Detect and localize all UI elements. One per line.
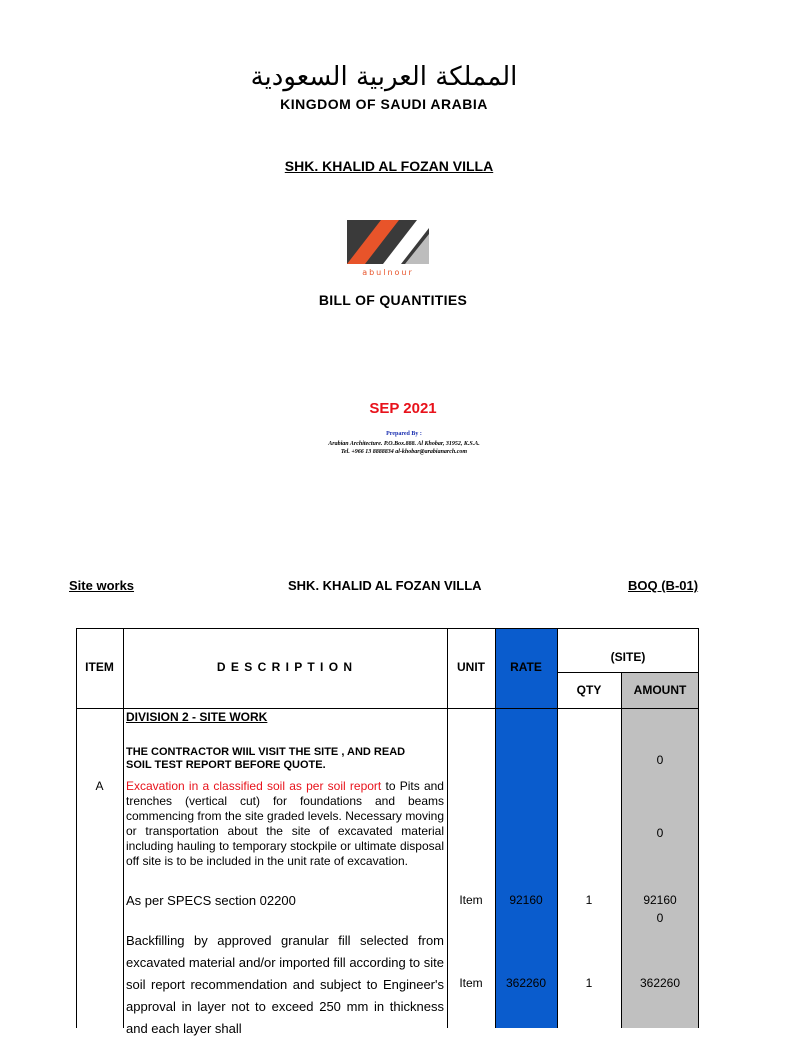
excavation-body: to Pits and trenches (vertical cut) for foundations and beams commencing from the site graded levels. Necessary moving or transportation about the site of excavated material including hauling to temporary stockpile or ultimate disposal off site is to be included in the unit rate of excavation. — [126, 779, 444, 868]
row2-amount: 362260 — [639, 976, 681, 990]
row1-rate: 92160 — [509, 893, 543, 907]
col-site: (SITE) — [610, 650, 646, 664]
amount-zero-1: 0 — [656, 753, 664, 767]
document-title: BILL OF QUANTITIES — [318, 292, 468, 308]
col-description: D E S C R I P T I O N — [216, 660, 354, 674]
col-rate: RATE — [510, 660, 542, 674]
division-title: DIVISION 2 - SITE WORK — [126, 710, 268, 724]
prepared-address: Arabian Architecture. P.O.Box.888. Al Khobar, 31952, K.S.A. — [328, 441, 480, 447]
arabic-title: المملكة العربية السعودية — [250, 62, 518, 92]
kingdom-title: KINGDOM OF SAUDI ARABIA — [280, 96, 488, 112]
contractor-note-2: SOIL TEST REPORT BEFORE QUOTE. — [126, 759, 326, 771]
col-qty: QTY — [576, 683, 602, 697]
project-title: SHK. KHALID AL FOZAN VILLA — [284, 158, 494, 174]
boq-reference: BOQ (B-01) — [628, 578, 699, 593]
row2-unit: Item — [459, 976, 483, 990]
amount-zero-2: 0 — [656, 826, 664, 840]
contractor-note-1: THE CONTRACTOR WIIL VISIT THE SITE , AND READ — [126, 746, 406, 758]
col-unit: UNIT — [457, 660, 485, 674]
row1-unit: Item — [459, 893, 483, 907]
company-logo — [347, 220, 429, 278]
prepared-contact: Tel. +966 13 8888834 al-khobar@arabianarch.com — [340, 449, 468, 455]
col-item: ITEM — [85, 660, 114, 674]
row1-amount: 92160 — [643, 893, 677, 907]
boq-table — [76, 628, 699, 1036]
rate-column-bg — [495, 628, 557, 1028]
row2-rate: 362260 — [505, 976, 547, 990]
excavation-description — [126, 779, 444, 869]
specs-reference: As per SPECS section 02200 — [126, 893, 296, 908]
prepared-by-label: Prepared By : — [386, 431, 422, 437]
row1-amount-extra: 0 — [656, 911, 664, 925]
document-date: SEP 2021 — [369, 400, 437, 417]
backfill-description: Backfilling by approved granular fill selected from excavated material and/or imported fill according to site soil report recommendation and subject to Engineer's approval in layer not to exceed 250 mm in thickness and each layer shall — [126, 933, 444, 1036]
excavation-highlight: Excavation in a classified soil as per soil report — [126, 779, 382, 793]
logo-text: abulnour — [362, 268, 414, 277]
col-amount: AMOUNT — [633, 683, 687, 697]
section-project: SHK. KHALID AL FOZAN VILLA — [288, 578, 482, 593]
section-name: Site works — [69, 578, 135, 593]
item-a: A — [95, 779, 104, 793]
logo-icon — [347, 220, 429, 278]
amount-column-bg — [621, 672, 699, 1028]
row2-qty: 1 — [585, 976, 593, 990]
row1-qty: 1 — [585, 893, 593, 907]
